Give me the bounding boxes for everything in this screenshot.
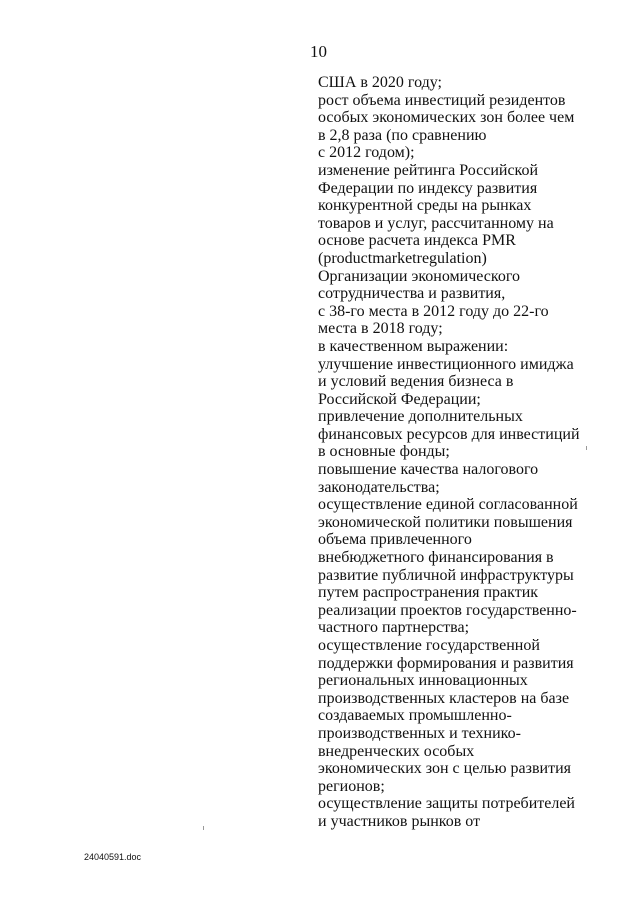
text-line: товаров и услуг, рассчитанному на bbox=[318, 214, 554, 232]
text-line: США в 2020 году; bbox=[318, 74, 442, 91]
text-line: улучшение инвестиционного имиджа bbox=[318, 355, 574, 373]
text-line: Федерации по индексу развития bbox=[318, 179, 538, 197]
text-line: законодательства; bbox=[318, 478, 440, 496]
text-line: создаваемых промышленно- bbox=[318, 707, 512, 725]
text-line: реализации проектов государственно- bbox=[318, 601, 577, 619]
text-column bbox=[318, 74, 618, 831]
text-line: с 2012 годом); bbox=[318, 144, 415, 162]
text-line: и условий ведения бизнеса в bbox=[318, 373, 514, 391]
page-number: 10 bbox=[310, 42, 327, 61]
text-line: финансовых ресурсов для инвестиций bbox=[318, 425, 580, 443]
text-line: в качественном выражении: bbox=[318, 337, 509, 355]
text-line: Российской Федерации; bbox=[318, 390, 481, 408]
text-line: экономических зон с целью развития bbox=[318, 760, 571, 778]
text-line: Организации экономического bbox=[318, 267, 520, 285]
text-line: экономической политики повышения bbox=[318, 513, 573, 531]
text-line: путем распространения практик bbox=[318, 584, 539, 602]
text-line: привлечение дополнительных bbox=[318, 408, 523, 426]
text-line: особых экономических зон более чем bbox=[318, 109, 575, 127]
text-line: изменение рейтинга Российской bbox=[318, 161, 539, 179]
text-line: основе расчета индекса PMR bbox=[318, 232, 516, 250]
text-line: осуществление государственной bbox=[318, 637, 540, 654]
text-line: осуществление единой согласованной bbox=[318, 496, 578, 514]
text-line: конкурентной среды на рынках bbox=[318, 197, 532, 215]
text-line: с 38-го места в 2012 году до 22-го bbox=[318, 302, 549, 320]
speck-mark bbox=[586, 446, 587, 450]
text-line: места в 2018 году; bbox=[318, 320, 443, 338]
text-line: поддержки формирования и развития bbox=[318, 654, 574, 672]
text-line: сотрудничества и развития, bbox=[318, 285, 506, 303]
text-line: повышение качества налогового bbox=[318, 461, 539, 479]
text-line: производственных и технико- bbox=[318, 724, 521, 742]
text-line: регионов; bbox=[318, 777, 385, 795]
text-line: региональных инновационных bbox=[318, 672, 528, 690]
text-line: развитие публичной инфраструктуры bbox=[318, 566, 574, 584]
text-line: рост объема инвестиций резидентов bbox=[318, 91, 566, 109]
text-line: осуществление защиты потребителей bbox=[318, 795, 575, 813]
text-line: в основные фонды; bbox=[318, 443, 450, 461]
footer-file-name: 24040591.doc bbox=[84, 852, 142, 862]
text-line: и участников рынков от bbox=[318, 812, 481, 830]
text-line: объема привлеченного bbox=[318, 531, 472, 549]
text-line: частного партнерства; bbox=[318, 619, 470, 637]
text-line: производственных кластеров на базе bbox=[318, 689, 570, 707]
text-line: внедренческих особых bbox=[318, 742, 475, 760]
text-line: (productmarketregulation) bbox=[318, 249, 487, 267]
text-line: внебюджетного финансирования в bbox=[318, 549, 554, 567]
text-line: в 2,8 раза (по сравнению bbox=[318, 126, 487, 144]
speck-mark bbox=[203, 826, 204, 830]
